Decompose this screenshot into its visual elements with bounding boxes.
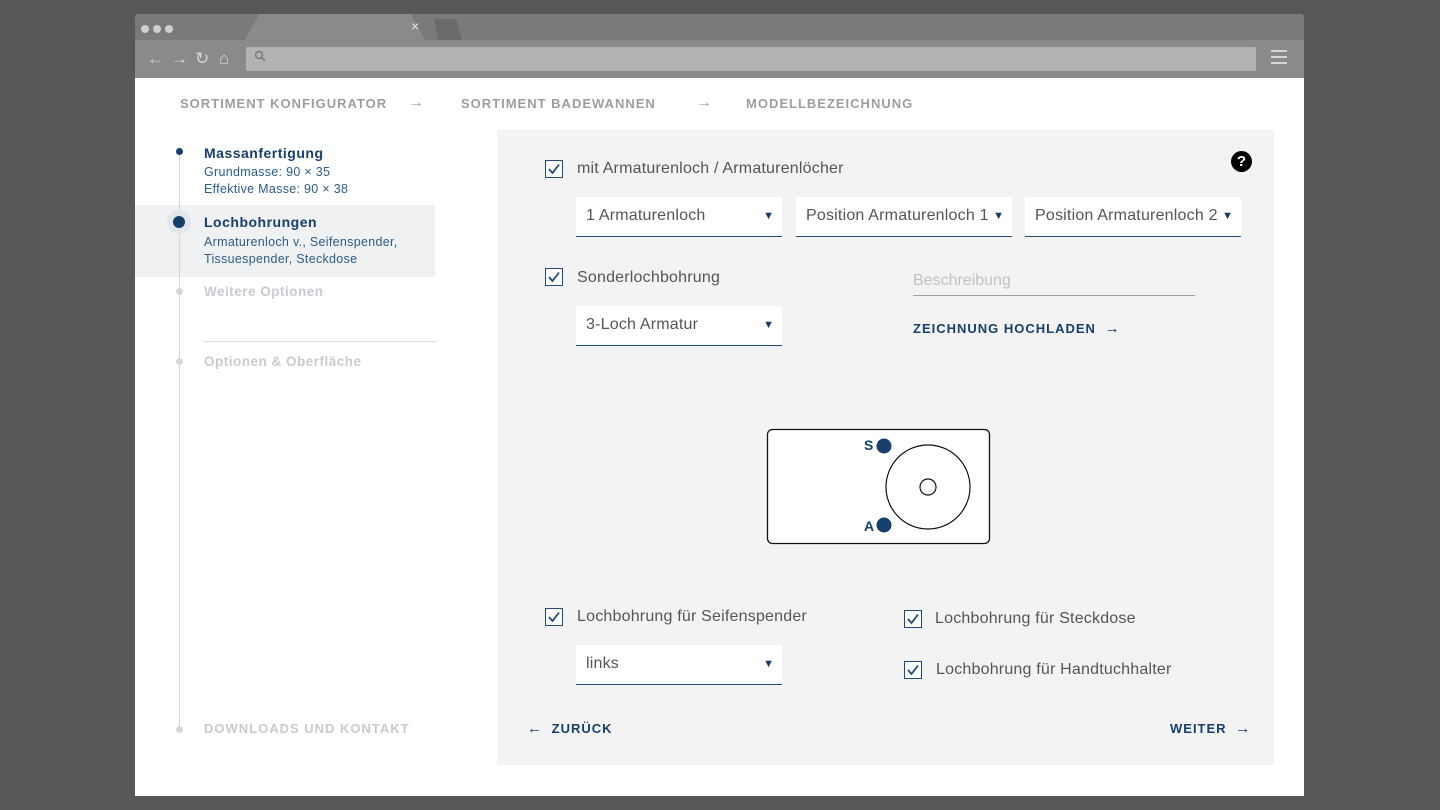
step-dot [176, 358, 183, 365]
breadcrumb-item-modellbezeichnung[interactable]: MODELLBEZEICHNUNG [746, 96, 914, 111]
step-dot [176, 288, 183, 295]
navigation-bar [135, 40, 1304, 78]
steckdose-checkbox[interactable] [904, 610, 922, 628]
seifenspender-label: Lochbohrung für Seifenspender [577, 608, 807, 625]
home-icon[interactable]: ⌂ [219, 49, 230, 68]
browser-tab[interactable] [245, 14, 425, 40]
position-armaturenloch-1-select[interactable] [796, 197, 1012, 237]
search-icon [254, 50, 266, 62]
step-title-massanfertigung[interactable]: Massanfertigung [204, 145, 324, 161]
step-divider [204, 341, 436, 342]
diagram-label-s: S [864, 437, 874, 453]
steckdose-label: Lochbohrung für Steckdose [935, 610, 1136, 627]
step-title-lochbohrungen[interactable]: Lochbohrungen [204, 214, 318, 230]
chevron-down-icon: ▼ [763, 319, 774, 331]
sonderlochbohrung-checkbox[interactable] [545, 268, 563, 286]
select-value: links [586, 655, 620, 672]
seifenspender-checkbox[interactable] [545, 608, 563, 626]
menu-icon[interactable] [1271, 50, 1287, 68]
select-value: 3-Loch Armatur [586, 316, 699, 333]
arrow-right-icon: → [1235, 720, 1252, 737]
armaturenloch-label: mit Armaturenloch / Armaturenlöcher [577, 160, 844, 177]
new-tab-button[interactable] [430, 19, 462, 40]
back-icon[interactable]: ← [147, 49, 164, 68]
reload-icon[interactable]: ↻ [195, 49, 210, 68]
tab-bar [135, 14, 1304, 40]
check-icon [906, 663, 920, 677]
breadcrumb-item-badewannen[interactable]: SORTIMENT BADEWANNEN [461, 96, 656, 111]
chevron-down-icon: ▼ [1222, 210, 1233, 222]
sonderlochbohrung-type-select[interactable] [576, 306, 782, 346]
help-icon[interactable]: ? [1231, 151, 1252, 172]
window-controls[interactable] [141, 20, 177, 38]
handtuchhalter-checkbox[interactable] [904, 661, 922, 679]
beschreibung-placeholder: Beschreibung [913, 272, 1011, 289]
step-detail-effektive-masse: Effektive Masse: 90 × 38 [204, 182, 349, 196]
next-label: WEITER [1170, 721, 1227, 736]
handtuchhalter-label: Lochbohrung für Handtuchhalter [936, 661, 1172, 678]
breadcrumb-item-konfigurator[interactable]: SORTIMENT KONFIGURATOR [180, 96, 388, 111]
arrow-left-icon: ← [527, 720, 543, 737]
step-title-weitere-optionen[interactable]: Weitere Optionen [204, 284, 324, 299]
downloads-kontakt-link[interactable]: DOWNLOADS UND KONTAKT [204, 721, 410, 736]
armaturenloch-count-select[interactable] [576, 197, 782, 237]
step-detail-grundmasse: Grundmasse: 90 × 35 [204, 165, 331, 179]
check-icon [547, 162, 561, 176]
step-dot [176, 148, 183, 155]
select-value: Position Armaturenloch 2 [1035, 207, 1218, 224]
back-button[interactable] [527, 720, 613, 737]
breadcrumb-arrow-icon: → [408, 94, 424, 111]
armaturenloch-checkbox[interactable] [545, 160, 563, 178]
step-detail-line-2: Tissuespender, Steckdose [204, 252, 358, 266]
beschreibung-input[interactable] [913, 272, 1195, 296]
step-timeline [179, 150, 180, 730]
sonderlochbohrung-label: Sonderlochbohrung [577, 269, 721, 286]
chevron-down-icon: ▼ [993, 210, 1004, 222]
step-title-optionen-oberflaeche[interactable]: Optionen & Oberfläche [204, 354, 362, 369]
check-icon [547, 270, 561, 284]
arrow-right-icon: → [1104, 320, 1121, 337]
check-icon [906, 612, 920, 626]
select-value: Position Armaturenloch 1 [806, 207, 989, 224]
active-step-dot [173, 216, 185, 228]
seifenspender-position-select[interactable] [576, 645, 782, 685]
close-tab-icon[interactable]: × [411, 18, 420, 34]
position-armaturenloch-2-select[interactable] [1025, 197, 1241, 237]
address-bar[interactable] [246, 47, 1256, 71]
diagram-label-a: A [864, 518, 875, 534]
bathtub-hole-diagram [766, 428, 992, 546]
step-dot [176, 726, 183, 733]
back-label: ZURÜCK [551, 721, 613, 736]
chevron-down-icon: ▼ [763, 658, 774, 670]
faucet-hole [877, 518, 892, 533]
step-detail-line-1: Armaturenloch v., Seifenspender, [204, 235, 398, 249]
forward-icon[interactable]: → [171, 49, 188, 68]
breadcrumb-arrow-icon: → [696, 94, 712, 111]
check-icon [547, 610, 561, 624]
select-value: 1 Armaturenloch [586, 207, 706, 224]
upload-drawing-link[interactable] [913, 320, 1121, 337]
soap-dispenser-hole [877, 439, 892, 454]
upload-drawing-label: ZEICHNUNG HOCHLADEN [913, 321, 1096, 336]
chevron-down-icon: ▼ [763, 210, 774, 222]
next-button[interactable] [1170, 720, 1251, 737]
